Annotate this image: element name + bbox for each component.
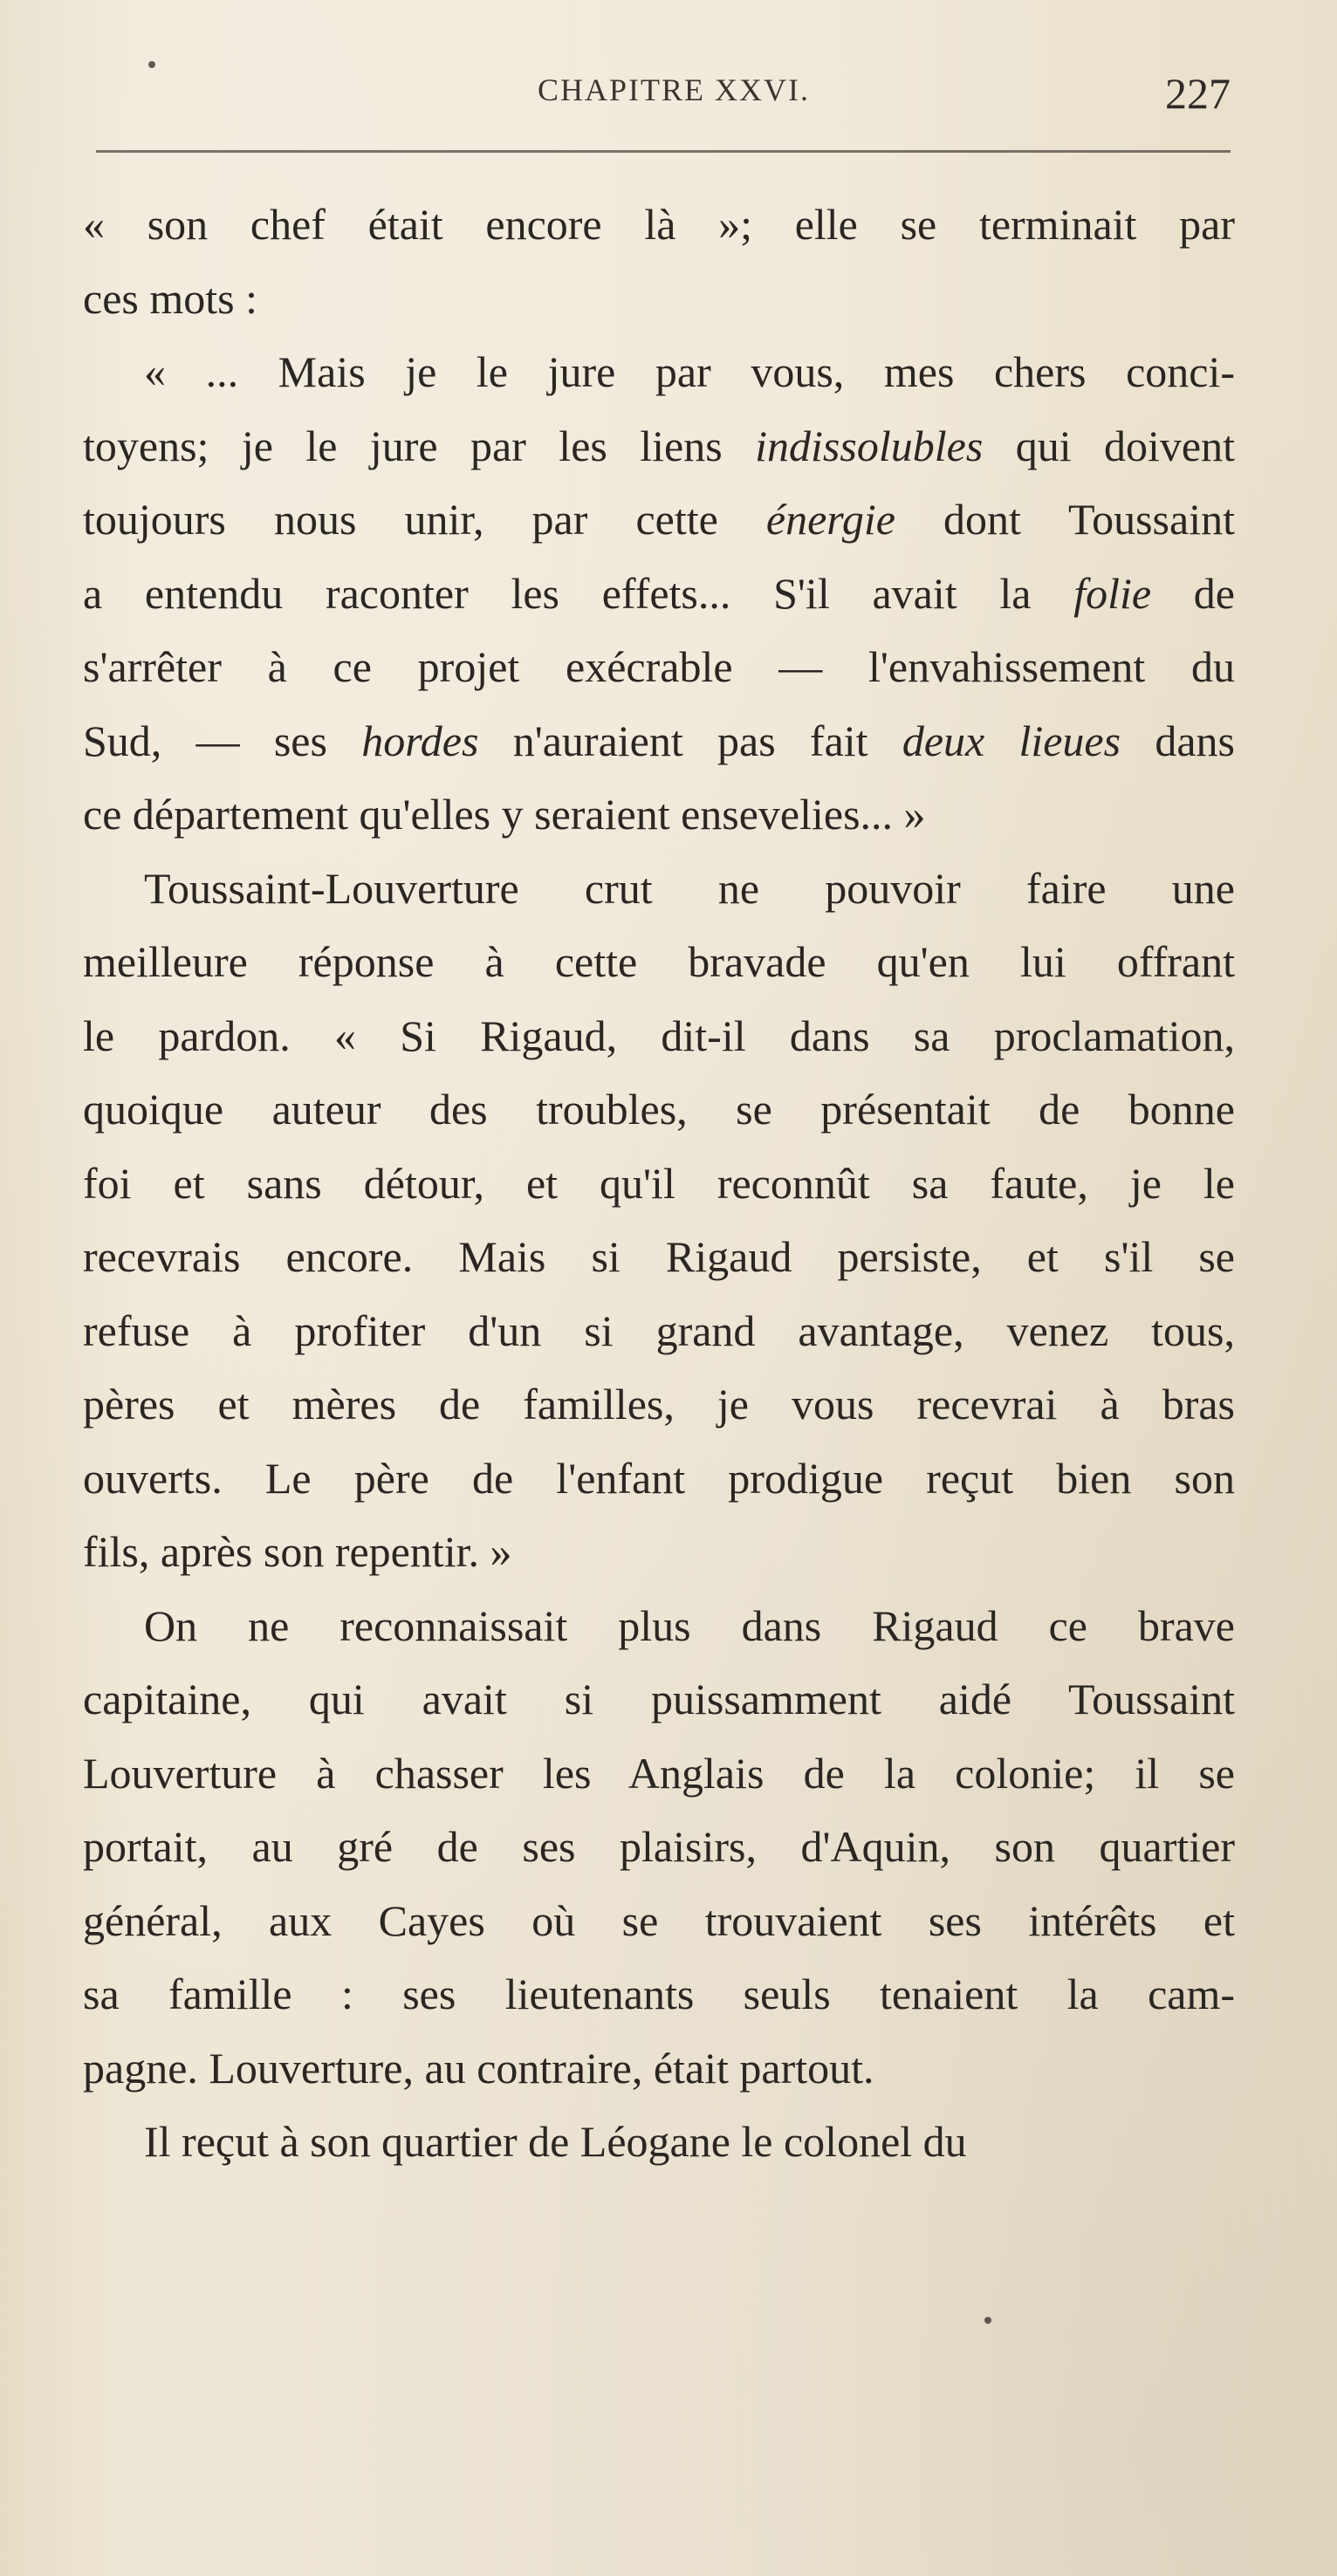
running-header: [96, 68, 1231, 129]
text-line: [83, 630, 1235, 704]
text-line: [83, 557, 1235, 631]
text-run: dans: [1121, 716, 1235, 765]
text-run: a entendu raconter les effets... S'il avait la: [83, 568, 1074, 618]
text-line: [83, 778, 1235, 852]
text-run: ce département qu'elles y seraient ensevelies... »: [83, 790, 926, 839]
page-number: 227: [1165, 69, 1231, 118]
text-run: s'arrêter à ce projet exécrable — l'envahissement du: [83, 642, 1235, 691]
text-line: [83, 1589, 1235, 1663]
text-line: [83, 999, 1235, 1073]
text-run: de: [1151, 568, 1235, 618]
body-text: [83, 188, 1235, 2179]
text-line: [83, 1442, 1235, 1516]
text-line: [83, 409, 1235, 483]
text-line: [83, 1072, 1235, 1147]
text-run: général, aux Cayes où se trouvaient ses intérêts et: [83, 1895, 1235, 1945]
italic-text: folie: [1073, 568, 1152, 618]
text-run: capitaine, qui avait si puissamment aidé Toussaint: [83, 1675, 1235, 1723]
text-run: sa famille : ses lieutenants seuls tenaient la cam-: [83, 1970, 1235, 2018]
text-run: recevrais encore. Mais si Rigaud persiste, et s'il se: [83, 1232, 1235, 1281]
text-line: [83, 262, 1235, 336]
text-run: toyens; je le jure par les liens: [83, 421, 756, 470]
text-run: toujours nous unir, par cette: [83, 495, 766, 544]
italic-text: indissolubles: [755, 421, 984, 470]
text-line: [83, 335, 1235, 409]
text-run: qui doivent: [983, 421, 1235, 470]
italic-text: hordes: [361, 716, 479, 765]
text-run: refuse à profiter d'un si grand avantage, venez tous,: [83, 1305, 1235, 1355]
text-run: Toussaint-Louverture crut ne pouvoir faire une: [144, 863, 1235, 913]
header-rule: [96, 150, 1231, 153]
text-line: [83, 1662, 1235, 1737]
text-line: [83, 2031, 1235, 2106]
text-line: [83, 1810, 1235, 1884]
text-run: le pardon. « Si Rigaud, dit-il dans sa proclamation,: [83, 1011, 1235, 1060]
text-run: portait, au gré de ses plaisirs, d'Aquin, son quartier: [83, 1822, 1235, 1871]
text-line: [83, 1367, 1235, 1442]
running-title: CHAPITRE XXVI.: [538, 72, 810, 107]
text-run: quoique auteur des troubles, se présentait de bonne: [83, 1085, 1235, 1134]
italic-text: énergie: [765, 495, 895, 544]
text-line: [83, 188, 1235, 262]
text-run: ouverts. Le père de l'enfant prodigue reçut bien son: [83, 1453, 1235, 1503]
italic-text: deux lieues: [902, 716, 1121, 765]
text-line: [83, 1737, 1235, 1811]
text-line: [83, 704, 1235, 778]
text-line: [83, 483, 1235, 557]
text-line: [83, 1515, 1235, 1589]
text-run: ces mots :: [83, 273, 257, 323]
text-line: [83, 1957, 1235, 2031]
text-run: foi et sans détour, et qu'il reconnût sa faute, je le: [83, 1158, 1235, 1208]
text-line: [83, 1147, 1235, 1221]
text-run: meilleure réponse à cette bravade qu'en lui offrant: [83, 937, 1235, 986]
text-run: fils, après son repentir. »: [83, 1527, 512, 1576]
print-speck: [984, 2317, 991, 2324]
text-line: [83, 1220, 1235, 1294]
print-speck: [148, 61, 155, 68]
text-run: Sud, — ses: [83, 716, 362, 765]
text-run: pères et mères de familles, je vous recevrai à bras: [83, 1380, 1235, 1428]
text-line: [83, 1294, 1235, 1368]
text-run: « son chef était encore là »; elle se terminait par: [83, 200, 1235, 249]
text-run: On ne reconnaissait plus dans Rigaud ce brave: [144, 1600, 1235, 1650]
text-line: [83, 2105, 1235, 2179]
text-run: « ... Mais je le jure par vous, mes chers conci-: [144, 347, 1235, 396]
text-line: [83, 852, 1235, 926]
text-run: dont Toussaint: [895, 495, 1235, 544]
text-run: n'auraient pas fait: [478, 716, 902, 765]
text-line: [83, 925, 1235, 999]
text-run: pagne. Louverture, au contraire, était partout.: [83, 2043, 874, 2093]
text-run: Louverture à chasser les Anglais de la colonie; il se: [83, 1748, 1235, 1798]
text-run: Il reçut à son quartier de Léogane le colonel du: [144, 2117, 967, 2166]
text-line: [83, 1884, 1235, 1958]
